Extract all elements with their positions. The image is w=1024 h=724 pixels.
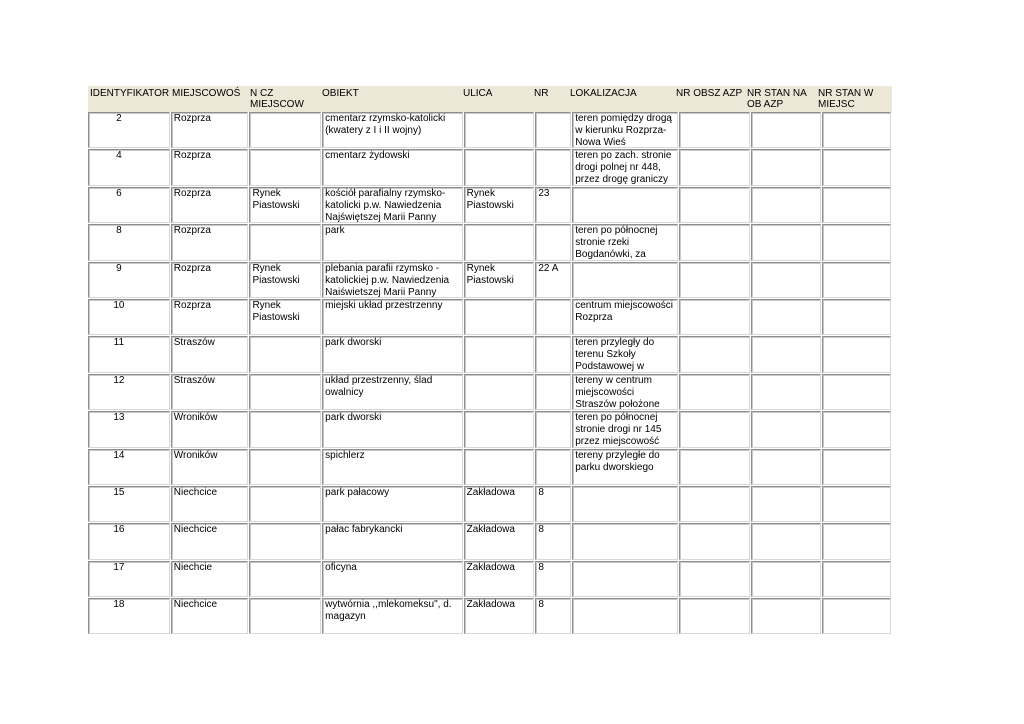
cell-miejscowosc: Straszów: [171, 374, 249, 410]
cell-identyfikator: 8: [88, 224, 170, 260]
cell-nr: [535, 449, 571, 485]
table-row: [88, 449, 892, 486]
cell-nr-stanowiska-azp: [751, 112, 822, 148]
cell-ulica: Zakładowa: [464, 486, 535, 522]
table-row: [88, 411, 892, 448]
cell-identyfikator: 18: [88, 598, 170, 634]
header-lokalizacja: LOKALIZACJA: [570, 88, 637, 99]
heritage-table: [88, 86, 892, 635]
cell-identyfikator: 10: [88, 299, 170, 335]
table-header: [88, 86, 892, 112]
cell-obiekt: cmentarz żydowski: [322, 149, 462, 185]
cell-miejscowosc: Rozprza: [171, 262, 249, 298]
cell-ulica: [464, 224, 535, 260]
cell-obiekt: plebania parafii rzymsko - katolickiej p.w. Nawiedzenia Naiświetszej Marii Panny: [322, 262, 462, 298]
cell-nr-stanowiska-azp: [751, 411, 822, 447]
cell-czesc-miejscowosci: [249, 336, 321, 372]
cell-czesc-miejscowosci: [249, 374, 321, 410]
cell-identyfikator: 17: [88, 561, 170, 597]
cell-ulica: [464, 411, 535, 447]
cell-czesc-miejscowosci: [249, 224, 321, 260]
cell-ulica: [464, 336, 535, 372]
cell-nr: [535, 374, 571, 410]
cell-nr-stanowiska-miejsc: [822, 561, 891, 597]
cell-nr-stanowiska-azp: [751, 299, 822, 335]
cell-identyfikator: 2: [88, 112, 170, 148]
table-body: [88, 112, 892, 635]
cell-lokalizacja: [572, 187, 678, 223]
cell-czesc-miejscowosci: [249, 411, 321, 447]
cell-ulica: [464, 374, 535, 410]
cell-nr: 8: [535, 523, 571, 559]
cell-miejscowosc: Niechcice: [171, 523, 249, 559]
cell-lokalizacja: teren przyległy do terenu Szkoły Podstawowej w: [572, 336, 678, 372]
cell-czesc-miejscowosci: [249, 486, 321, 522]
cell-nr-stanowiska-azp: [751, 486, 822, 522]
cell-nr-obszaru-azp: [679, 262, 750, 298]
cell-ulica: Rynek Piastowski: [464, 187, 535, 223]
header-nr-stanowiska-miejsc: NR STAN W MIEJSC: [818, 88, 874, 110]
cell-nr: [535, 411, 571, 447]
cell-nr-obszaru-azp: [679, 523, 750, 559]
cell-ulica: [464, 112, 535, 148]
cell-nr: [535, 299, 571, 335]
cell-obiekt: park: [322, 224, 462, 260]
cell-nr-obszaru-azp: [679, 411, 750, 447]
header-ulica: ULICA: [463, 88, 493, 99]
cell-nr-stanowiska-azp: [751, 561, 822, 597]
cell-nr-stanowiska-azp: [751, 374, 822, 410]
cell-identyfikator: 13: [88, 411, 170, 447]
cell-ulica: Zakładowa: [464, 561, 535, 597]
table-row: [88, 112, 892, 149]
header-nr: NR: [534, 88, 549, 99]
table-row: [88, 561, 892, 598]
cell-obiekt: wytwórnia ,,mlekomeksu", d. magazyn: [322, 598, 462, 634]
cell-lokalizacja: teren po zach. stronie drogi polnej nr 448, przez drogę graniczy: [572, 149, 678, 185]
cell-ulica: Zakładowa: [464, 598, 535, 634]
cell-obiekt: cmentarz rzymsko-katolicki (kwatery z I i II wojny): [322, 112, 462, 148]
cell-nr-stanowiska-azp: [751, 224, 822, 260]
cell-obiekt: park dworski: [322, 411, 462, 447]
cell-nr-stanowiska-miejsc: [822, 523, 891, 559]
header-czesc-miejscowosci: N CZ MIEJSCOW: [250, 88, 304, 110]
cell-obiekt: miejski układ przestrzenny: [322, 299, 462, 335]
cell-nr-stanowiska-azp: [751, 187, 822, 223]
cell-nr-stanowiska-azp: [751, 523, 822, 559]
cell-miejscowosc: Rozprza: [171, 187, 249, 223]
cell-nr-stanowiska-azp: [751, 336, 822, 372]
cell-miejscowosc: Niechcice: [171, 598, 249, 634]
cell-nr-stanowiska-miejsc: [822, 262, 891, 298]
cell-nr-stanowiska-azp: [751, 262, 822, 298]
cell-obiekt: pałac fabrykancki: [322, 523, 462, 559]
cell-czesc-miejscowosci: [249, 112, 321, 148]
cell-nr: 8: [535, 561, 571, 597]
cell-obiekt: kościół parafialny rzymsko-katolicki p.w. Nawiedzenia Najświętszej Marii Panny: [322, 187, 462, 223]
cell-nr: [535, 336, 571, 372]
cell-nr-stanowiska-miejsc: [822, 411, 891, 447]
cell-nr-stanowiska-miejsc: [822, 112, 891, 148]
cell-nr-obszaru-azp: [679, 598, 750, 634]
cell-lokalizacja: [572, 561, 678, 597]
cell-miejscowosc: Wroników: [171, 411, 249, 447]
cell-nr-stanowiska-miejsc: [822, 224, 891, 260]
cell-obiekt: park dworski: [322, 336, 462, 372]
header-nr-obszaru-azp: NR OBSZ AZP: [676, 88, 743, 99]
cell-nr-obszaru-azp: [679, 336, 750, 372]
cell-nr: 23: [535, 187, 571, 223]
cell-miejscowosc: Niechcice: [171, 486, 249, 522]
cell-czesc-miejscowosci: Rynek Piastowski: [249, 262, 321, 298]
cell-identyfikator: 6: [88, 187, 170, 223]
cell-miejscowosc: Rozprza: [171, 224, 249, 260]
cell-nr: [535, 149, 571, 185]
cell-lokalizacja: tereny przyległe do parku dworskiego: [572, 449, 678, 485]
cell-ulica: Zakładowa: [464, 523, 535, 559]
cell-nr-stanowiska-azp: [751, 449, 822, 485]
cell-czesc-miejscowosci: [249, 449, 321, 485]
cell-nr-stanowiska-miejsc: [822, 336, 891, 372]
table-row: [88, 374, 892, 411]
cell-nr-stanowiska-miejsc: [822, 486, 891, 522]
table-row: [88, 598, 892, 635]
cell-lokalizacja: teren po północnej stronie rzeki Bogdanówki, za: [572, 224, 678, 260]
cell-obiekt: park pałacowy: [322, 486, 462, 522]
cell-czesc-miejscowosci: Rynek Piastowski: [249, 299, 321, 335]
cell-lokalizacja: [572, 598, 678, 634]
cell-nr-stanowiska-miejsc: [822, 299, 891, 335]
cell-lokalizacja: teren pomiędzy drogą w kierunku Rozprza-Nowa Wieś: [572, 112, 678, 148]
cell-lokalizacja: teren po północnej stronie drogi nr 145 przez miejscowość: [572, 411, 678, 447]
cell-miejscowosc: Niechcie: [171, 561, 249, 597]
cell-identyfikator: 9: [88, 262, 170, 298]
cell-nr: 8: [535, 486, 571, 522]
cell-nr: 22 A: [535, 262, 571, 298]
cell-nr-stanowiska-miejsc: [822, 374, 891, 410]
cell-czesc-miejscowosci: [249, 149, 321, 185]
cell-lokalizacja: centrum miejscowości Rozprza: [572, 299, 678, 335]
cell-nr-obszaru-azp: [679, 299, 750, 335]
header-nr-stanowiska-azp: NR STAN NA OB AZP: [747, 88, 807, 110]
table-row: [88, 149, 892, 186]
cell-czesc-miejscowosci: [249, 561, 321, 597]
cell-nr-obszaru-azp: [679, 224, 750, 260]
cell-lokalizacja: tereny w centrum miejscowości Straszów położone: [572, 374, 678, 410]
cell-miejscowosc: Rozprza: [171, 112, 249, 148]
cell-nr-stanowiska-miejsc: [822, 149, 891, 185]
table-row: [88, 299, 892, 336]
cell-czesc-miejscowosci: Rynek Piastowski: [249, 187, 321, 223]
table-row: [88, 224, 892, 261]
cell-nr-obszaru-azp: [679, 374, 750, 410]
cell-nr-stanowiska-azp: [751, 598, 822, 634]
cell-miejscowosc: Straszów: [171, 336, 249, 372]
table-row: [88, 486, 892, 523]
table-row: [88, 187, 892, 224]
cell-lokalizacja: [572, 486, 678, 522]
cell-ulica: Rynek Piastowski: [464, 262, 535, 298]
cell-nr-obszaru-azp: [679, 486, 750, 522]
cell-nr-stanowiska-azp: [751, 149, 822, 185]
cell-lokalizacja: [572, 523, 678, 559]
table-row: [88, 523, 892, 560]
cell-identyfikator: 15: [88, 486, 170, 522]
cell-nr-obszaru-azp: [679, 112, 750, 148]
cell-nr-stanowiska-miejsc: [822, 187, 891, 223]
cell-miejscowosc: Rozprza: [171, 299, 249, 335]
cell-nr-obszaru-azp: [679, 561, 750, 597]
cell-lokalizacja: [572, 262, 678, 298]
cell-obiekt: spichlerz: [322, 449, 462, 485]
cell-nr-stanowiska-miejsc: [822, 598, 891, 634]
cell-identyfikator: 4: [88, 149, 170, 185]
table-row: [88, 262, 892, 299]
cell-ulica: [464, 149, 535, 185]
cell-obiekt: oficyna: [322, 561, 462, 597]
cell-identyfikator: 12: [88, 374, 170, 410]
cell-ulica: [464, 299, 535, 335]
cell-nr: 8: [535, 598, 571, 634]
cell-obiekt: układ przestrzenny, ślad owalnicy: [322, 374, 462, 410]
cell-nr-obszaru-azp: [679, 187, 750, 223]
cell-nr-obszaru-azp: [679, 449, 750, 485]
cell-nr: [535, 112, 571, 148]
cell-identyfikator: 16: [88, 523, 170, 559]
cell-miejscowosc: Rozprza: [171, 149, 249, 185]
cell-nr-obszaru-azp: [679, 149, 750, 185]
header-obiekt: OBIEKT: [322, 88, 359, 99]
cell-czesc-miejscowosci: [249, 523, 321, 559]
cell-nr: [535, 224, 571, 260]
cell-czesc-miejscowosci: [249, 598, 321, 634]
cell-ulica: [464, 449, 535, 485]
cell-nr-stanowiska-miejsc: [822, 449, 891, 485]
header-identyfikator: IDENTYFIKATOR: [90, 88, 170, 99]
header-miejscowosc: MIEJSCOWOŚ: [172, 88, 241, 99]
table-row: [88, 336, 892, 373]
cell-miejscowosc: Wroników: [171, 449, 249, 485]
cell-identyfikator: 14: [88, 449, 170, 485]
cell-identyfikator: 11: [88, 336, 170, 372]
